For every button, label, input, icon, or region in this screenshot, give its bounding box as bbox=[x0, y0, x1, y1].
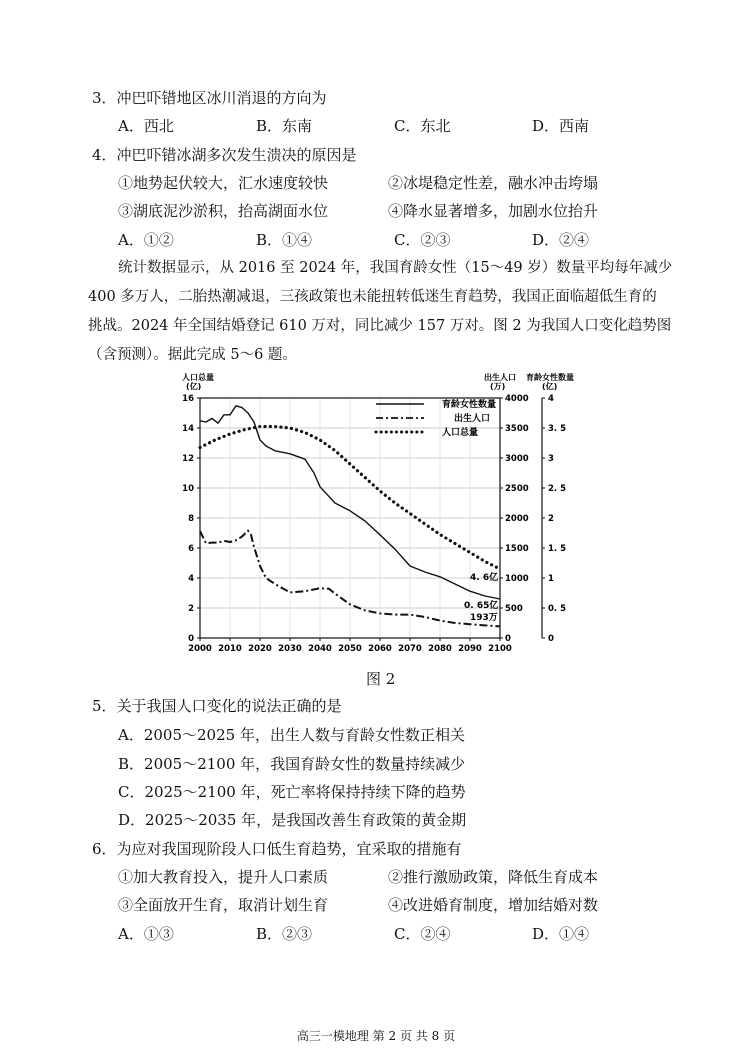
annotation-women-2100: 0. 65亿 bbox=[464, 601, 499, 611]
q6-option-a: A．①③ bbox=[118, 925, 174, 943]
annotation-total-2100: 4. 6亿 bbox=[470, 573, 499, 583]
x-tick-label: 2080 bbox=[428, 644, 452, 654]
left-tick-label: 4 bbox=[188, 574, 194, 584]
q3-option-c: C．东北 bbox=[394, 117, 451, 135]
material-line-1: 统计数据显示，从 2016 至 2024 年，我国育龄女性（15～49 岁）数量平均每年减少 bbox=[118, 260, 673, 276]
q4-item-1: ①地势起伏较大，汇水速度较快 bbox=[118, 174, 329, 192]
left-tick-label: 12 bbox=[182, 454, 194, 464]
material-line-3: 挑战。2024 年全国结婚登记 610 万对，同比减少 157 万对。图 2 为我国人口变化趋势图 bbox=[88, 318, 672, 334]
q5-option-d: D．2025～2035 年，是我国改善生育政策的黄金期 bbox=[118, 811, 467, 829]
q5-option-c: C．2025～2100 年，死亡率将保持持续下降的趋势 bbox=[118, 783, 466, 801]
left-tick-label: 6 bbox=[188, 544, 194, 554]
q4-option-c: C．②③ bbox=[394, 231, 451, 249]
q6-item-4: ④改进婚育制度，增加结婚对数 bbox=[388, 896, 599, 914]
right-1-tick-label: 1000 bbox=[505, 574, 529, 584]
right-1-tick-label: 3000 bbox=[505, 454, 529, 464]
right-axis-2-label-1: 育龄女性数量 bbox=[526, 373, 574, 382]
x-tick-label: 2100 bbox=[488, 644, 512, 654]
right-2-tick-label: 3 bbox=[548, 454, 554, 464]
right-axis-1-label-1: 出生人口 bbox=[484, 373, 516, 382]
right-2-tick-label: 3. 5 bbox=[548, 424, 567, 434]
left-tick-label: 8 bbox=[188, 514, 194, 524]
left-axis-label-2: (亿) bbox=[186, 382, 202, 391]
right-2-tick-label: 2 bbox=[548, 514, 554, 524]
right-2-tick-label: 0 bbox=[548, 634, 554, 644]
q5-option-a: A．2005～2025 年，出生人数与育龄女性数正相关 bbox=[118, 726, 465, 744]
q6-item-2: ②推行激励政策，降低生育成本 bbox=[388, 868, 599, 886]
q5-stem: 5．关于我国人口变化的说法正确的是 bbox=[92, 697, 342, 715]
page-footer: 高三一模地理 第 2 页 共 8 页 bbox=[296, 1029, 456, 1043]
q4-item-2: ②冰堤稳定性差，融水冲击垮塌 bbox=[388, 174, 599, 192]
right-1-tick-label: 500 bbox=[505, 604, 523, 614]
x-tick-label: 2010 bbox=[218, 644, 242, 654]
x-tick-label: 2070 bbox=[398, 644, 422, 654]
right-2-tick-label: 1 bbox=[548, 574, 554, 584]
left-tick-label: 16 bbox=[182, 394, 194, 404]
legend-label-women: 育龄女性数量 bbox=[442, 400, 497, 410]
right-1-tick-label: 2000 bbox=[505, 514, 529, 524]
q6-option-d: D．①④ bbox=[532, 925, 590, 943]
q6-stem: 6．为应对我国现阶段人口低生育趋势，宜采取的措施有 bbox=[92, 840, 462, 858]
q3-option-a: A．西北 bbox=[118, 117, 174, 135]
q6-option-b: B．②③ bbox=[256, 925, 313, 943]
right-2-tick-label: 0. 5 bbox=[548, 604, 567, 614]
material-line-4: （含预测）。据此完成 5～6 题。 bbox=[88, 347, 297, 363]
axes bbox=[182, 394, 566, 654]
left-tick-label: 10 bbox=[182, 484, 194, 494]
left-tick-label: 0 bbox=[188, 634, 194, 644]
right-2-tick-label: 2. 5 bbox=[548, 484, 567, 494]
legend bbox=[376, 398, 496, 438]
right-1-tick-label: 4000 bbox=[505, 394, 529, 404]
right-1-tick-label: 1500 bbox=[505, 544, 529, 554]
right-1-tick-label: 0 bbox=[505, 634, 511, 644]
q6-item-1: ①加大教育投入，提升人口素质 bbox=[118, 868, 329, 886]
q4-item-3: ③湖底泥沙淤积，抬高湖面水位 bbox=[118, 202, 329, 220]
x-tick-label: 2090 bbox=[458, 644, 482, 654]
legend-label-total: 人口总量 bbox=[442, 428, 479, 438]
legend-label-births: 出生人口 bbox=[454, 414, 491, 424]
x-tick-label: 2000 bbox=[188, 644, 212, 654]
left-tick-label: 14 bbox=[182, 424, 194, 434]
x-tick-label: 2040 bbox=[308, 644, 332, 654]
q4-option-a: A．①② bbox=[118, 231, 174, 249]
right-1-tick-label: 3500 bbox=[505, 424, 529, 434]
annotation-births-2100: 193万 bbox=[470, 613, 498, 623]
q3-stem: 3．冲巴吓错地区冰川消退的方向为 bbox=[92, 89, 327, 107]
right-2-tick-label: 4 bbox=[548, 394, 554, 404]
material-line-2: 400 多万人，二胎热潮减退，三孩政策也未能扭转低迷生育趋势，我国正面临超低生育的 bbox=[88, 289, 657, 305]
q4-stem: 4．冲巴吓错冰湖多次发生溃决的原因是 bbox=[92, 146, 357, 164]
x-tick-label: 2050 bbox=[338, 644, 362, 654]
x-tick-label: 2030 bbox=[278, 644, 302, 654]
figure-caption: 图 2 bbox=[366, 670, 396, 688]
q4-option-b: B．①④ bbox=[256, 231, 313, 249]
left-tick-label: 2 bbox=[188, 604, 194, 614]
q3-option-b: B．东南 bbox=[256, 117, 313, 135]
x-tick-label: 2060 bbox=[368, 644, 392, 654]
q6-item-3: ③全面放开生育，取消计划生育 bbox=[118, 896, 329, 914]
population-trend-chart bbox=[170, 370, 590, 660]
q4-option-d: D．②④ bbox=[532, 231, 590, 249]
x-tick-label: 2020 bbox=[248, 644, 272, 654]
right-axis-2-label-2: (亿) bbox=[542, 382, 558, 391]
left-axis-label-1: 人口总量 bbox=[182, 373, 214, 382]
right-2-tick-label: 1. 5 bbox=[548, 544, 567, 554]
right-axis-1-label-2: (万) bbox=[490, 382, 506, 391]
right-1-tick-label: 2500 bbox=[505, 484, 529, 494]
q4-item-4: ④降水显著增多，加剧水位抬升 bbox=[388, 202, 599, 220]
q5-option-b: B．2005～2100 年，我国育龄女性的数量持续减少 bbox=[118, 755, 466, 773]
q3-option-d: D．西南 bbox=[532, 117, 590, 135]
q6-option-c: C．②④ bbox=[394, 925, 451, 943]
